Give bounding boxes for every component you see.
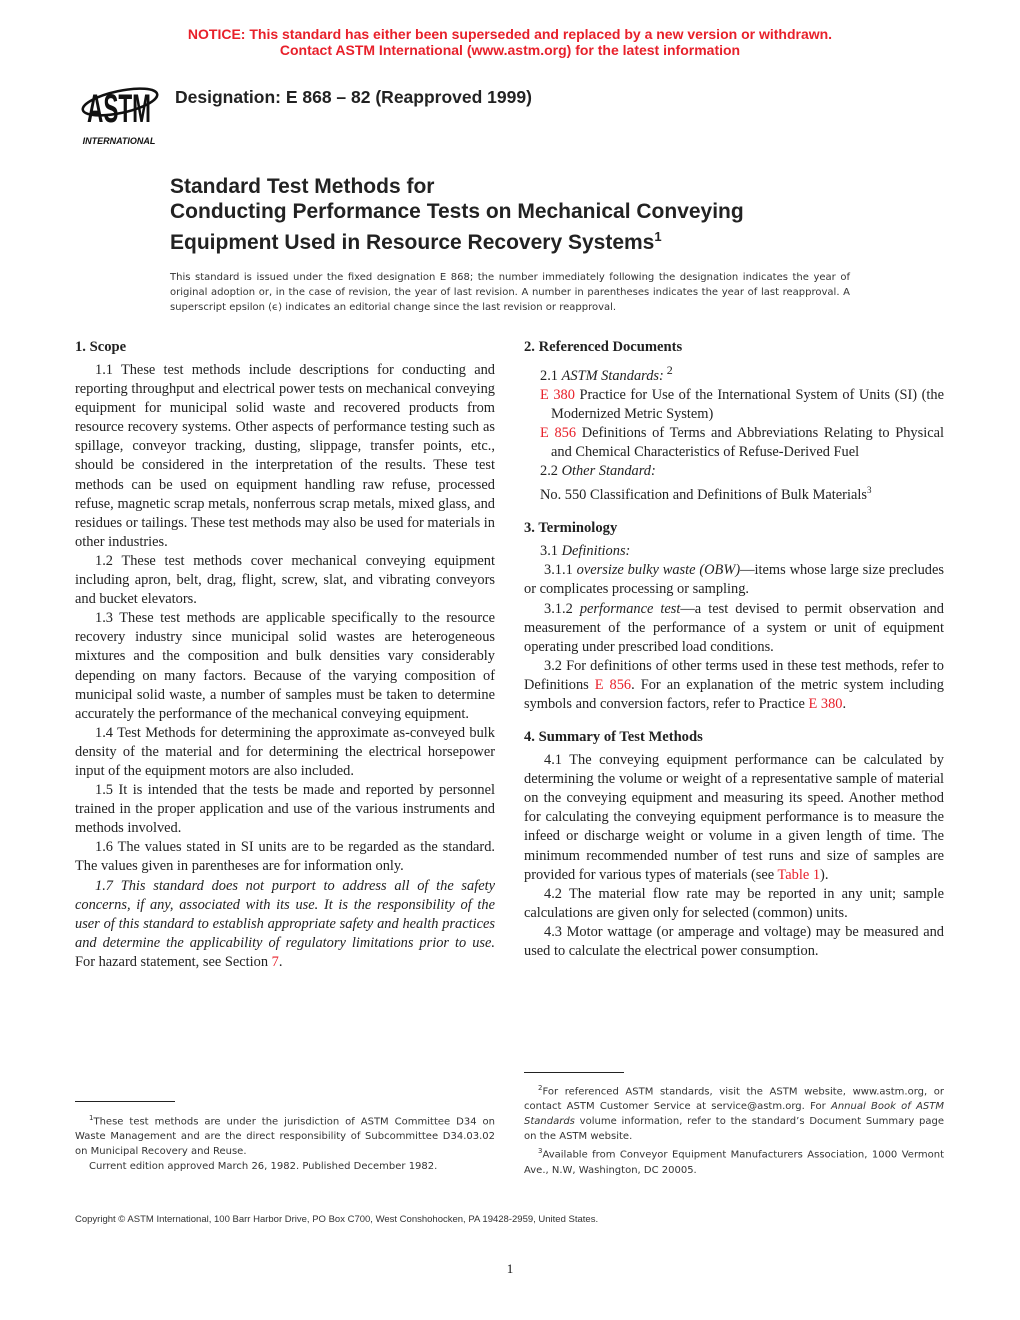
text: ). <box>820 866 829 883</box>
footnotes-left <box>75 1111 495 1174</box>
footnote-2 <box>524 1081 944 1144</box>
e380-link[interactable]: E 380 <box>808 696 843 712</box>
astm-logo <box>78 74 160 146</box>
paragraph-2-1 <box>524 361 944 386</box>
ref-text: Practice for Use of the International System of Units (SI) (the Modernized Metric System) <box>551 386 944 422</box>
footnote-divider <box>75 1101 175 1102</box>
paragraph-2-2 <box>524 462 944 481</box>
title-line-1: Standard Test Methods for <box>170 175 435 198</box>
page-number: 1 <box>506 1261 514 1276</box>
left-column <box>75 338 495 972</box>
footnote-mark: 1 <box>89 1114 94 1122</box>
footnote-1 <box>75 1111 495 1159</box>
term: oversize bulky waste (OBW) <box>576 562 741 579</box>
title-line-3 <box>170 224 744 255</box>
section-heading-referenced-documents: 2. Referenced Documents <box>524 339 683 355</box>
paragraph-1-5: 1.5 It is intended that the tests be made and reported by personnel trained in the proper application and use of the various instruments and methods involved. <box>75 782 495 837</box>
text: 4.1 The conveying equipment performance can be calculated by determining the volume or weight of a representative sample of material on the conveying equipment and measuring its speed. Another method for calculating the conveying equipment performance is to measure the infeed or discharge weight or volume in a given length of time. The minimum recommended number of test runs and size of samples are provided for various types of materials (see <box>524 752 944 883</box>
footnote-text: These test methods are under the jurisdiction of ASTM Committee D34 on Waste Management and are the direct responsibility of Subcommittee D34.03.02 on Municipal Recovery and Reuse. <box>75 1116 495 1158</box>
document-title <box>170 174 744 255</box>
paragraph-3-1-2 <box>524 600 944 657</box>
e856-link[interactable]: E 856 <box>594 676 632 693</box>
e856-link[interactable]: E 856 <box>540 425 577 442</box>
e380-link[interactable]: E 380 <box>540 386 575 403</box>
paragraph-1-7 <box>75 877 495 972</box>
p7-end: . <box>278 953 283 970</box>
svg-text:ASTM: ASTM <box>87 87 151 131</box>
paragraph-3-1-1 <box>524 561 944 599</box>
paragraph-3-2 <box>524 657 944 714</box>
paragraph-4-2: 4.2 The material flow rate may be reported in any unit; sample calculations are given only for selected (common) units. <box>524 885 944 921</box>
text: 3.2 For definitions of other terms used in these test methods, refer to Definitions <box>524 657 944 693</box>
footnote-mark: 2 <box>538 1084 543 1092</box>
section-7-link[interactable]: 7 <box>271 953 279 970</box>
footnote-italic: Annual Book of ASTM Standards <box>524 1101 944 1128</box>
footnotes-right <box>524 1081 944 1178</box>
paragraph-1-2: 1.2 These test methods cover mechanical conveying equipment including apron, belt, drag, flight, screw, slat, and vibrating conveyors and bucket elevators. <box>75 552 495 608</box>
definition: —items whose large size precludes or complicates processing or sampling. <box>524 562 944 598</box>
term: performance test <box>579 600 681 617</box>
definition: —a test devised to permit observation and measurement of the performance of a system or unit of equipment operating under prescribed load conditions. <box>524 600 944 655</box>
num: 2.1 <box>540 367 562 384</box>
footnote-divider <box>524 1072 624 1073</box>
section-heading-summary: 4. Summary of Test Methods <box>524 729 703 746</box>
footnote-text: Available from Conveyor Equipment Manufacturers Association, 1000 Vermont Ave., N.W, Washington, DC 20005. <box>524 1149 944 1176</box>
text: . <box>842 696 847 712</box>
svg-text:INTERNATIONAL: INTERNATIONAL <box>82 136 156 146</box>
notice-line-1: NOTICE: This standard has either been superseded and replaced by a new version or withdrawn. <box>187 26 833 42</box>
footnote-mark: 2 <box>663 363 673 377</box>
p7-text: For hazard statement, see Section <box>75 953 272 970</box>
title-line-3-text: Equipment Used in Resource Recovery Systems <box>170 231 655 254</box>
footnote-text: volume information, refer to the standard’s Document Summary page on the ASTM website. <box>524 1116 944 1143</box>
paragraph-1-3: 1.3 These test methods are applicable specifically to the resource recovery industry since municipal solid wastes are heterogeneous mixtures and the composition and bulk densities vary considerably depending on many factors. Because of the varying composition of municipal solid waste, a number of samples must be taken to determine accurately the performance of the mechanical conveying equipment. <box>75 610 495 722</box>
section-heading-scope: 1. Scope <box>75 339 127 355</box>
section-heading-terminology: 3. Terminology <box>524 520 618 537</box>
ref-text: Definitions of Terms and Abbreviations Relating to Physical and Chemical Characteristics of Refuse-Derived Fuel <box>551 425 944 461</box>
footnote-mark: 3 <box>866 485 872 496</box>
num: 2.2 <box>540 463 562 480</box>
footnote-mark: 3 <box>538 1147 543 1156</box>
notice-banner <box>0 27 1020 58</box>
notice-line-2: Contact ASTM International (www.astm.org) for the latest information <box>279 41 741 58</box>
edition-note: Current edition approved March 26, 1982. Published December 1982. <box>89 1161 438 1173</box>
ref-text: No. 550 Classification and Definitions of Bulk Materials <box>540 487 867 504</box>
label: Definitions: <box>561 543 631 560</box>
paragraph-1-1: 1.1 These test methods include descriptions for conducting and reporting throughput and electrical power tests on mechanical conveying equipment for municipal solid waste and recovered products from resource recovery systems. Other aspects of performance testing such as spillage, conveyor tracking, dusting, slippage, transfer points, etc., should be considered in the interpretation of the results. These test methods can be used on equipment handling raw refuse, processed refuse, magnetic scrap metals, nonferrous scrap metals, mixed glass, and residues or tailings. These test methods may also be used for materials in other industries. <box>75 362 495 550</box>
num: 3.1.1 <box>544 562 577 579</box>
reference-e380 <box>524 386 944 424</box>
text: . For an explanation of the metric system including symbols and conversion factors, refer to Practice <box>524 676 944 712</box>
footnote-text: For referenced ASTM standards, visit the ASTM website, www.astm.org, or contact ASTM Customer Service at service@astm.org. For <box>524 1086 944 1113</box>
label: ASTM Standards: <box>561 367 664 384</box>
footnote-mark: 1 <box>654 229 662 244</box>
title-line-2: Conducting Performance Tests on Mechanical Conveying <box>170 200 744 223</box>
issuance-note: This standard is issued under the fixed designation E 868; the number immediately following the designation indicates the year of original adoption or, in the case of revision, the year of last revision. A number in parentheses indicates the year of last reapproval. A superscript epsilon (ϵ) indicates an editorial change since the last revision or reapproval. <box>170 272 850 313</box>
table-1-link[interactable]: Table 1 <box>777 866 821 883</box>
reference-no-550 <box>524 481 944 505</box>
paragraph-4-3: 4.3 Motor wattage (or amperage and voltage) may be measured and used to calculate the electrical power consumption. <box>524 923 944 960</box>
designation: Designation: E 868 – 82 (Reapproved 1999) <box>175 87 532 107</box>
num: 3.1.2 <box>544 600 580 617</box>
paragraph-1-6: 1.6 The values stated in SI units are to be regarded as the standard. The values given in parentheses are for information only. <box>75 839 495 875</box>
label: Other Standard: <box>561 463 656 480</box>
paragraph-1-4: 1.4 Test Methods for determining the approximate as-conveyed bulk density of the material and for determining the electrical horsepower input of the equipment motors are also included. <box>75 724 495 779</box>
paragraph-3-1 <box>524 542 944 561</box>
paragraph-4-1 <box>524 751 944 885</box>
reference-e856 <box>524 424 944 462</box>
num: 3.1 <box>540 543 562 560</box>
safety-statement: 1.7 This standard does not purport to address all of the safety concerns, if any, associated with its use. It is the responsibility of the user of this standard to establish appropriate safety and health practices and determine the applicability of regulatory limitations prior to use. <box>75 877 495 951</box>
copyright: Copyright © ASTM International, 100 Barr Harbor Drive, PO Box C700, West Conshohocken, PA 19428-2959, United States. <box>75 1214 599 1225</box>
right-column <box>524 338 944 961</box>
footnote-3 <box>524 1144 944 1177</box>
